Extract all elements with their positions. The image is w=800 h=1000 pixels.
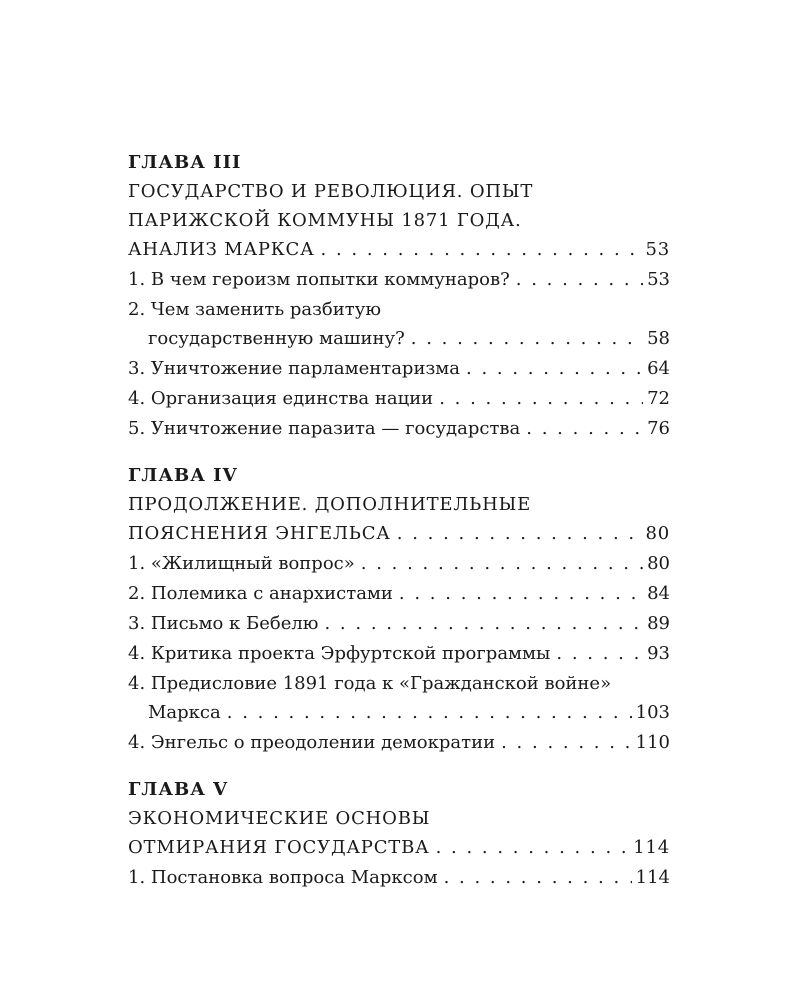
chapter-label: ГЛАВА III [128, 152, 242, 173]
section-entry [128, 579, 670, 608]
page-number: 64 [647, 358, 670, 379]
chapter-label: ГЛАВА IV [128, 465, 238, 486]
chapter-3 [128, 148, 670, 443]
chapter-title-text: ПОЯСНЕНИЯ ЭНГЕЛЬСА [128, 523, 391, 544]
dot-leader [444, 863, 632, 892]
section-title: 4. Энгельс о преодолении демократии [128, 732, 496, 753]
page-number: 76 [647, 418, 670, 439]
dot-leader [526, 414, 643, 443]
page-number: 80 [647, 553, 670, 574]
chapter-title-entry [128, 833, 670, 862]
chapter-label: ГЛАВА V [128, 779, 229, 800]
page-number: 53 [645, 239, 670, 260]
dot-leader [516, 265, 643, 294]
section-title: 4. Предисловие 1891 года к «Гражданской войне» [128, 673, 612, 694]
section-title: 4. Критика проекта Эрфуртской программы [128, 643, 551, 664]
section-entry [128, 354, 670, 383]
dot-leader [411, 324, 643, 353]
page-number: 93 [647, 643, 670, 664]
section-title: 2. Чем заменить разбитую [128, 299, 381, 320]
section-entry [128, 265, 670, 294]
page-number: 53 [647, 269, 670, 290]
section-entry [128, 728, 670, 757]
section-entry [128, 324, 670, 353]
page-number: 84 [647, 583, 670, 604]
dot-leader [361, 549, 643, 578]
section-title: 5. Уничтожение паразита — государства [128, 418, 521, 439]
dot-leader [324, 609, 643, 638]
page-number: 114 [633, 837, 670, 858]
section-title: 4. Организация единства нации [128, 388, 434, 409]
section-title: 3. Письмо к Бебелю [128, 613, 319, 634]
section-title: 2. Полемика с анархистами [128, 583, 393, 604]
chapter-title-text: ОТМИРАНИЯ ГОСУДАРСТВА [128, 837, 430, 858]
section-title: Маркса [148, 702, 221, 723]
section-title: 1. Постановка вопроса Марксом [128, 867, 438, 888]
dot-leader [399, 579, 643, 608]
dot-leader [436, 833, 630, 862]
section-entry-first-line [128, 669, 670, 698]
dot-leader [321, 235, 642, 264]
chapter-title-line: ЭКОНОМИЧЕСКИЕ ОСНОВЫ [128, 808, 431, 829]
chapter-title-line: ГОСУДАРСТВО И РЕВОЛЮЦИЯ. ОПЫТ [128, 181, 534, 202]
table-of-contents [128, 148, 670, 910]
dot-leader [397, 519, 642, 548]
page-number: 89 [647, 613, 670, 634]
section-title: 1. «Жилищный вопрос» [128, 553, 355, 574]
page-number: 80 [645, 523, 670, 544]
chapter-title-entry [128, 235, 670, 264]
chapter-4 [128, 461, 670, 757]
dot-leader [501, 728, 632, 757]
section-title: 1. В чем героизм попытки коммунаров? [128, 269, 510, 290]
page-number: 103 [635, 702, 670, 723]
chapter-title-text: АНАЛИЗ МАРКСА [128, 239, 315, 260]
page-number: 110 [635, 732, 670, 753]
section-entry [128, 609, 670, 638]
dot-leader [466, 354, 643, 383]
section-entry [128, 639, 670, 668]
section-entry [128, 698, 670, 727]
page-number: 114 [635, 867, 670, 888]
section-entry [128, 414, 670, 443]
section-entry [128, 384, 670, 413]
section-title: 3. Уничтожение парламентаризма [128, 358, 460, 379]
chapter-title-entry [128, 519, 670, 548]
section-entry [128, 863, 670, 892]
chapter-5 [128, 775, 670, 892]
page-number: 72 [647, 388, 670, 409]
section-title: государственную машину? [148, 328, 405, 349]
section-entry-first-line [128, 295, 670, 324]
dot-leader [556, 639, 643, 668]
dot-leader [439, 384, 643, 413]
dot-leader [227, 698, 632, 727]
chapter-title-line: ПАРИЖСКОЙ КОММУНЫ 1871 ГОДА. [128, 210, 522, 231]
chapter-title-line: ПРОДОЛЖЕНИЕ. ДОПОЛНИТЕЛЬНЫЕ [128, 494, 532, 515]
page-number: 58 [647, 328, 670, 349]
section-entry [128, 549, 670, 578]
